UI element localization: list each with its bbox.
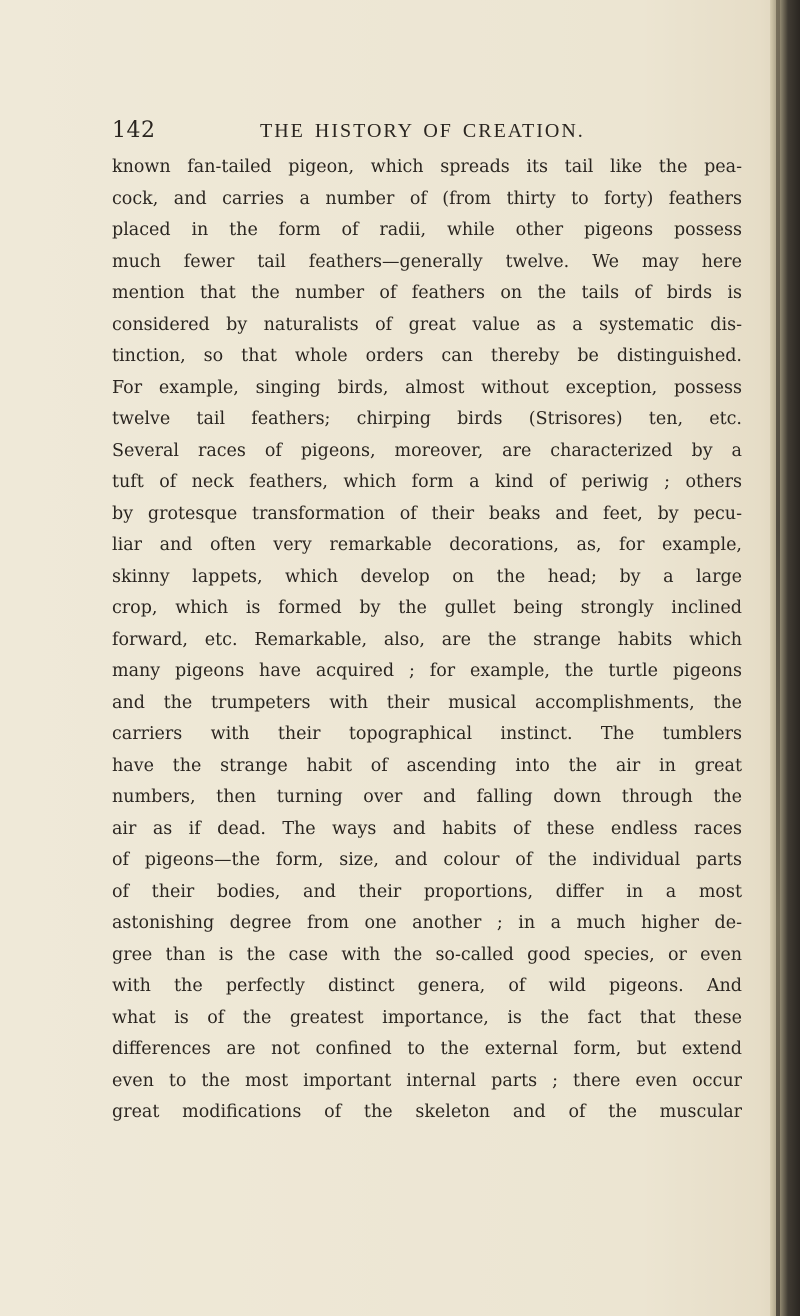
text-line: crop, which is formed by the gullet being strongly inclined [112, 598, 742, 618]
page-header [112, 118, 742, 150]
text-line: many pigeons have acquired ; for example, the turtle pigeons [112, 661, 742, 681]
text-line: gree than is the case with the so-called good species, or even [112, 944, 742, 965]
text-line: considered by naturalists of great value as a systematic dis- [112, 314, 742, 335]
page-gutter-shadow [770, 0, 800, 1316]
adjacent-page-edge [776, 0, 780, 1316]
text-line: tinction, so that whole orders can thereby be distinguished. [112, 346, 742, 366]
text-line: have the strange habit of ascending into the air in great [112, 755, 742, 776]
running-title: THE HISTORY OF CREATION. [260, 120, 585, 142]
text-line: For example, singing birds, almost without exception, possess [112, 377, 742, 398]
text-line: of pigeons—the form, size, and colour of the individual parts [112, 850, 742, 870]
text-line: great modifications of the skeleton and of the muscular [112, 1102, 742, 1122]
text-line: what is of the greatest importance, is the fact that these [112, 1007, 742, 1028]
text-line: astonishing degree from one another ; in a much higher de- [112, 913, 742, 933]
body-text [112, 152, 742, 1129]
text-line: skinny lappets, which develop on the head; by a large [112, 566, 742, 587]
text-line: tuft of neck feathers, which form a kind of periwig ; others [112, 472, 742, 492]
text-line: with the perfectly distinct genera, of wild pigeons. And [112, 976, 742, 996]
text-line: known fan-tailed pigeon, which spreads its tail like the pea- [112, 157, 742, 177]
text-line: mention that the number of feathers on the tails of birds is [112, 283, 742, 303]
text-line: numbers, then turning over and falling down through the [112, 787, 742, 807]
text-line: much fewer tail feathers—generally twelve. We may here [112, 251, 742, 272]
text-line: air as if dead. The ways and habits of these endless races [112, 818, 742, 839]
text-line: by grotesque transformation of their beaks and feet, by pecu- [112, 503, 742, 524]
text-line: placed in the form of radii, while other pigeons possess [112, 220, 742, 240]
text-line: cock, and carries a number of (from thirty to forty) feathers [112, 188, 742, 209]
text-line: carriers with their topographical instinct. The tumblers [112, 724, 742, 744]
text-line: twelve tail feathers; chirping birds (Strisores) ten, etc. [112, 409, 742, 429]
text-line: differences are not confined to the external form, but extend [112, 1039, 742, 1059]
text-line: and the trumpeters with their musical accomplishments, the [112, 692, 742, 713]
text-line: of their bodies, and their proportions, differ in a most [112, 881, 742, 902]
text-line: Several races of pigeons, moreover, are characterized by a [112, 440, 742, 461]
page-number: 142 [112, 118, 156, 143]
text-line: liar and often very remarkable decorations, as, for example, [112, 535, 742, 555]
text-line: forward, etc. Remarkable, also, are the strange habits which [112, 629, 742, 650]
text-line: even to the most important internal parts ; there even occur [112, 1070, 742, 1091]
